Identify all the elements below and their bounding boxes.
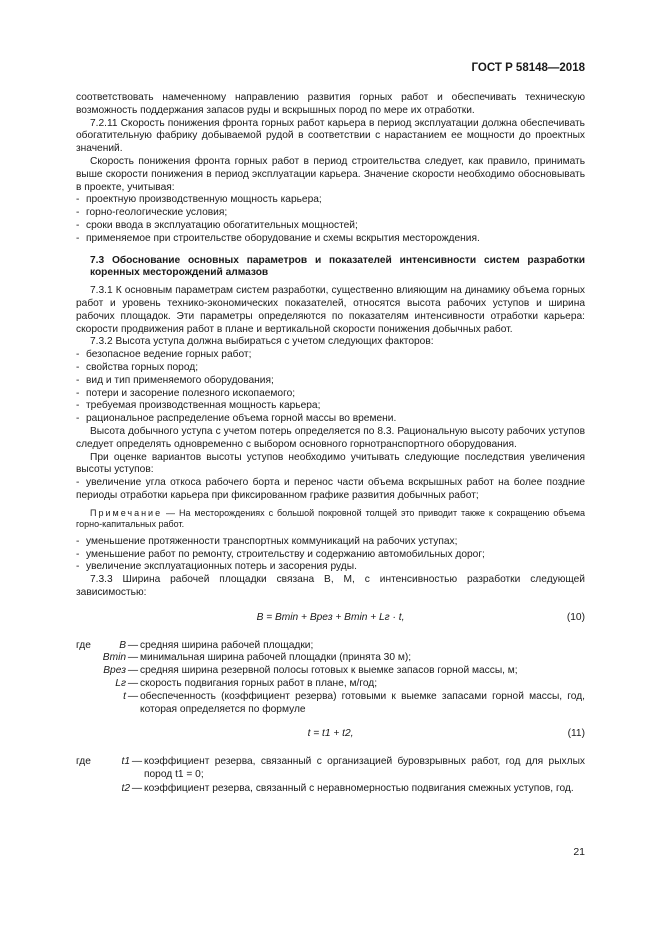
bullet-dash: -	[76, 361, 80, 373]
list-item	[76, 477, 585, 503]
formula-11-number: (11)	[567, 728, 585, 740]
definition-text: средняя ширина рабочей площадки;	[140, 639, 314, 651]
paragraph-7-3-1: 7.3.1 К основным параметрам систем разработки, существенно влияющим на динамику объема горных работ и уровень технико-экономических показателей, относятся высота рабочих уступов и ширина рабочих площадок. Эти параметры определяются по показателям интенсивности отработки карьера: скорости продвижения работ в плане и вертикальной скорости понижения добычных работ.	[76, 285, 585, 335]
list-item-text: рациональное распределение объема горной массы во времени.	[86, 413, 397, 425]
bullet-dash: -	[76, 400, 80, 412]
definition-dash: —	[131, 756, 143, 768]
list-item-text: свойства горных пород;	[86, 361, 199, 373]
list-item-text: увеличение эксплуатационных потерь и засорения руды.	[86, 561, 357, 573]
list-item-text: требуемая производственная мощность карьера;	[86, 400, 321, 412]
definitions-formula-11	[76, 756, 585, 795]
list-item	[76, 194, 585, 207]
definition-dash: —	[127, 639, 139, 651]
definition-dash: —	[131, 783, 143, 795]
section-title-7-3: 7.3 Обоснование основных параметров и показателей интенсивности систем разработки коренных месторождений алмазов	[90, 254, 585, 279]
list-item-text: безопасное ведение горных работ;	[86, 349, 252, 361]
definition-prefix: где	[76, 639, 91, 651]
note-label: Примечание	[90, 507, 163, 518]
definition-dash: —	[127, 678, 139, 690]
definition-row	[76, 691, 585, 717]
definition-text: коэффициент резерва, связанный с неравномерностью подвигания смежных уступов, год.	[144, 783, 574, 795]
list-item-text: горно-геологические условия;	[86, 207, 228, 219]
list-factors-speed	[76, 194, 585, 245]
formula-11-text: t = t1 + t2,	[307, 728, 354, 740]
bullet-dash: -	[76, 219, 80, 231]
definition-text: обеспеченность (коэффициент резерва) готовыми к выемке запасами горной массы, год, которая определяется по формуле	[140, 690, 585, 715]
document-body	[76, 92, 585, 796]
standard-header: ГОСТ Р 58148—2018	[471, 62, 585, 74]
bullet-dash: -	[76, 413, 80, 425]
definition-row	[76, 678, 585, 691]
list-item	[76, 207, 585, 220]
definition-row	[76, 652, 585, 665]
list-item	[76, 233, 585, 246]
definition-symbol: Bрез	[103, 665, 126, 677]
formula-11	[76, 728, 585, 744]
list-item	[76, 536, 585, 549]
list-bench-height-factors	[76, 349, 585, 426]
list-item-text: проектную производственную мощность карьера;	[86, 194, 322, 206]
paragraph-construction-speed: Скорость понижения фронта горных работ в период строительства следует, как правило, принимать выше скорости понижения в период эксплуатации карьера. Значение скорости необходимо обосновывать в проекте, учитывая:	[76, 155, 585, 193]
list-item-text: потери и засорение полезного ископаемого;	[86, 387, 296, 399]
definition-symbol: Lг	[115, 678, 126, 690]
bullet-dash: -	[76, 535, 80, 547]
list-item-text: уменьшение протяженности транспортных коммуникаций на рабочих уступах;	[86, 535, 458, 547]
list-item-text: увеличение угла откоса рабочего борта и перенос части объема вскрышных работ на более поздние периоды отработки карьера при фиксированном графике развития добычных работ;	[76, 477, 585, 501]
bullet-dash: -	[76, 374, 80, 386]
list-item	[76, 349, 585, 362]
list-item	[76, 388, 585, 401]
list-item	[76, 362, 585, 375]
list-item	[76, 375, 585, 388]
bullet-dash: -	[76, 561, 80, 573]
definition-text: средняя ширина резервной полосы готовых к выемке запасов горной массы, м;	[140, 665, 518, 677]
paragraph-7-2-11: 7.2.11 Скорость понижения фронта горных работ карьера в период эксплуатации должна обеспечивать обогатительную фабрику добываемой рудой в соответствии с нарастанием ее мощности до проектных значений.	[76, 117, 585, 155]
definition-symbol: B	[119, 639, 126, 651]
paragraph-7-3-3: 7.3.3 Ширина рабочей площадки связана В, М, с интенсивностью разработки следующей зависимостью:	[76, 574, 585, 598]
definition-text: скорость подвигания горных работ в плане, м/год;	[140, 678, 378, 690]
definitions-formula-10	[76, 640, 585, 717]
bullet-dash: -	[76, 387, 80, 399]
definition-symbol: t2	[121, 783, 130, 795]
list-item	[76, 400, 585, 413]
paragraph-variant-assessment: При оценке вариантов высоты уступов необходимо учитывать следующие последствия увеличения высоты уступов:	[76, 451, 585, 476]
page-number: 21	[573, 846, 585, 858]
list-item-text: вид и тип применяемого оборудования;	[86, 374, 274, 386]
list-item-text: сроки ввода в эксплуатацию обогатительных мощностей;	[86, 219, 358, 231]
formula-10-number: (10)	[566, 611, 585, 623]
list-item	[76, 561, 585, 574]
note	[76, 508, 585, 531]
definition-text: коэффициент резерва, связанный с организацией буровзрывных работ, год для рыхлых пород t1 = 0;	[144, 756, 585, 781]
bullet-dash: -	[76, 477, 80, 489]
definition-dash: —	[127, 652, 139, 664]
paragraph-continuation: соответствовать намеченному направлению развития горных работ и обеспечивать техническую возможность поддержания запасов руды и вскрышных пород по мере их отработки.	[76, 92, 585, 116]
paragraph-7-3-2: 7.3.2 Высота уступа должна выбираться с учетом следующих факторов:	[90, 336, 434, 348]
bullet-dash: -	[76, 349, 80, 361]
definition-row	[76, 665, 585, 678]
list-item-text: применяемое при строительстве оборудование и схемы вскрытия месторождения.	[86, 232, 480, 244]
definition-dash: —	[127, 690, 139, 702]
definition-dash: —	[127, 665, 139, 677]
definition-symbol: Bmin	[102, 652, 126, 664]
definition-row	[76, 640, 585, 653]
list-item	[76, 220, 585, 233]
bullet-dash: -	[76, 207, 80, 219]
definition-text: минимальная ширина рабочей площадки (принята 30 м);	[140, 652, 412, 664]
bullet-dash: -	[76, 232, 80, 244]
list-item-text: уменьшение работ по ремонту, строительству и содержанию автомобильных дорог;	[86, 548, 485, 560]
formula-10-text: B = Bmin + Bрез + Bmin + Lг · t,	[256, 611, 405, 623]
definition-row	[76, 756, 585, 782]
paragraph-production-bench: Высота добычного уступа с учетом потерь определяется по 8.3. Рациональную высоту рабочих уступов следует определять одновременно с выбором основного горнотранспортного оборудования.	[76, 425, 585, 450]
list-consequences	[76, 536, 585, 574]
list-item	[76, 549, 585, 562]
bullet-dash: -	[76, 194, 80, 206]
bullet-dash: -	[76, 548, 80, 560]
definition-symbol: t1	[121, 756, 130, 768]
note-text: — На месторождениях с большой покровной толщей это приводит также к сокращению объема горно-капитальных работ.	[76, 507, 585, 530]
list-item	[76, 413, 585, 426]
definition-prefix: где	[76, 756, 91, 768]
formula-10	[76, 612, 585, 628]
definition-row	[76, 783, 585, 796]
definition-symbol: t	[123, 690, 126, 702]
